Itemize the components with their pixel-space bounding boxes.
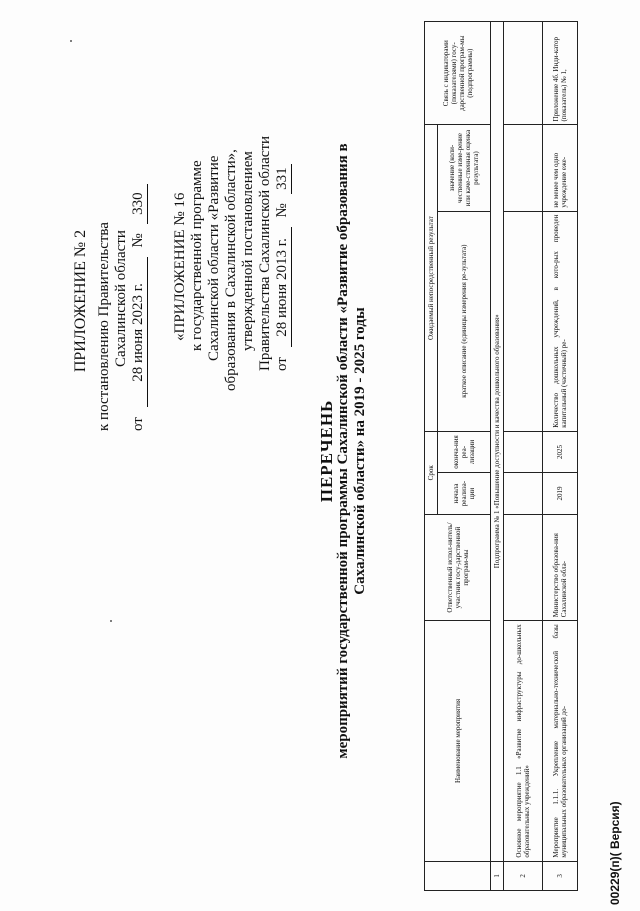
num-header — [425, 861, 491, 890]
document-heading — [318, 91, 369, 811]
appendix-line2: Сахалинской области — [113, 230, 129, 367]
appendix16-block — [172, 71, 292, 391]
appendix16-title: «ПРИЛОЖЕНИЕ № 16 — [172, 192, 188, 341]
table-header-row — [425, 22, 438, 891]
table-row — [543, 22, 578, 891]
col-link-header: Связь с индикаторами (показателями) госу-дарственной програм-мы (подпрограммы) — [425, 22, 491, 125]
row-name: Основное мероприятие 1.1 «Развитие инфраструктуры до-школьных образовательных учреждений» — [504, 621, 543, 861]
appendix16-date: 28 июня 2013 г. — [274, 227, 292, 347]
col-exec-header: Ответственный испол-нитель/участник госу-дарственной програм-мы — [425, 514, 491, 620]
row-number: 1 — [491, 861, 504, 890]
appendix16-line1: к государственной программе — [189, 160, 205, 351]
col-start-header: начала реализа-ции — [438, 473, 491, 515]
row-exec: Министерство образова-ния Сахалинской обла- — [543, 514, 578, 620]
heading-line2: мероприятий государственной программы Сахалинской области «Развитие образования в — [335, 143, 351, 759]
row-desc — [504, 211, 543, 431]
number-label: № — [274, 203, 290, 218]
appendix-number: 330 — [130, 184, 148, 224]
row-end: 2025 — [543, 431, 578, 473]
appendix-date-line — [130, 131, 148, 431]
appendix16-line2: Сахалинской области «Развитие — [206, 155, 222, 361]
row-value: не менее чем одно учреждение еже- — [543, 125, 578, 211]
row-desc: Количество дошкольных учреждений, в кото-рых проведен капитальный (частичный) ре- — [543, 211, 578, 431]
row-link: Приложение 4б. Инди-катор (показатель) № 1, — [543, 22, 578, 125]
number-label: № — [130, 233, 146, 248]
row-number: 2 — [504, 861, 543, 890]
row-number: 3 — [543, 861, 578, 890]
appendix16-line3: образования в Сахалинской области», — [223, 149, 239, 391]
measures-table — [424, 21, 578, 891]
col-end-header: оконча-ния реа-лизации — [438, 431, 491, 473]
col-term-header: Срок — [425, 431, 438, 514]
appendix-block — [96, 131, 148, 431]
appendix-line1: к постановлению Правительства — [96, 222, 112, 431]
from-label: от — [274, 357, 290, 371]
heading-line3: Сахалинской области» на 2019 - 2025 годы — [352, 307, 368, 595]
appendix16-date-line — [274, 71, 292, 391]
appendix16-line4: утвержденной постановлением — [240, 151, 256, 351]
appendix-date: 28 июня 2023 г. — [130, 257, 148, 407]
col-name-header: Наименование мероприятия — [425, 621, 491, 861]
row-link — [504, 22, 543, 125]
col-result-desc-header: краткое описание (единицы измерения ре-зультата) — [438, 211, 491, 431]
subprogram-cell: Подпрограмма № 1 «Повышение доступности и качества дошкольного образования» — [491, 22, 504, 862]
row-end — [504, 431, 543, 473]
appendix16-line5: Правительства Сахалинской области — [257, 135, 273, 371]
row-exec — [504, 514, 543, 620]
table-row — [491, 22, 504, 891]
from-label: от — [130, 417, 146, 431]
appendix-title: ПРИЛОЖЕНИЕ № 2 — [72, 229, 89, 373]
row-start — [504, 473, 543, 515]
table-row — [504, 22, 543, 891]
row-value — [504, 125, 543, 211]
col-result-value-header: значение (коли-чественные изме-рение или каче-ственная оценка результата) — [438, 125, 491, 211]
col-result-header: Ожидаемый непосредственный результат — [425, 125, 438, 431]
row-name: Мероприятие 1.1.1. Укрепление материально-технической базы муниципальных образовательных организаций до- — [543, 621, 578, 861]
version-stamp: 00229(п)( Версия) — [608, 801, 622, 905]
heading-title: ПЕРЕЧЕНЬ — [317, 399, 336, 503]
appendix16-number: 331 — [274, 164, 292, 194]
row-start: 2019 — [543, 473, 578, 515]
